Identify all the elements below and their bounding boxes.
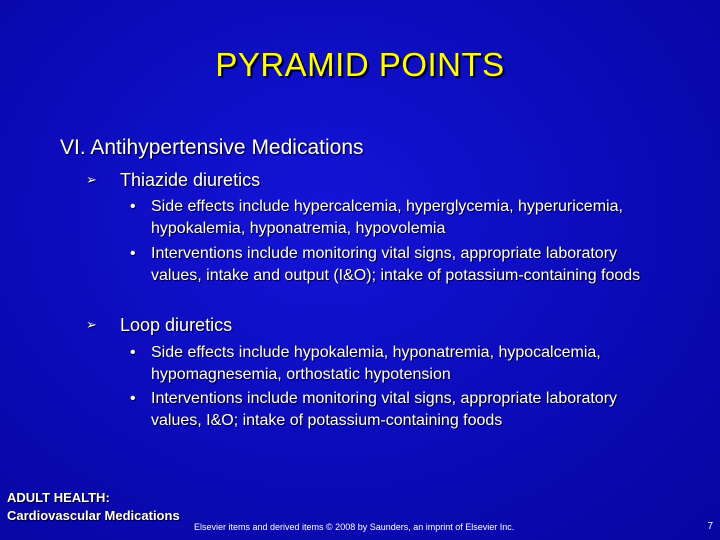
- list-item: [130, 342, 670, 386]
- list-item: [130, 388, 670, 432]
- page-number: 7: [707, 521, 713, 532]
- footer-category-line2: Cardiovascular Medications: [7, 508, 180, 523]
- section-item-thiazide: [86, 170, 260, 191]
- section-item-loop: [86, 315, 232, 336]
- slide-title: PYRAMID POINTS: [215, 46, 505, 83]
- section-heading: VI. Antihypertensive Medications: [60, 136, 364, 159]
- dot-bullet-icon: •: [130, 344, 136, 361]
- dot-bullet-icon: •: [130, 390, 136, 407]
- section-label: Thiazide diuretics: [120, 170, 261, 190]
- list-item: [130, 196, 670, 240]
- footer-category: [7, 489, 180, 525]
- copyright-text: Elsevier items and derived items © 2008 by Saunders, an imprint of Elsevier Inc.: [194, 522, 515, 532]
- arrow-bullet-icon: ➢: [86, 317, 97, 332]
- section-label: Loop diuretics: [120, 315, 233, 335]
- list-item: [130, 243, 670, 287]
- bullet-text: Side effects include hypokalemia, hyponatremia, hypocalcemia, hypomagnesemia, orthostatic hypotension: [151, 344, 601, 383]
- dot-bullet-icon: •: [130, 198, 136, 215]
- arrow-bullet-icon: ➢: [86, 172, 97, 187]
- footer-category-line1: ADULT HEALTH:: [7, 490, 110, 505]
- dot-bullet-icon: •: [130, 245, 136, 262]
- bullet-text: Interventions include monitoring vital signs, appropriate laboratory values, I&O; intake of potassium-containing foods: [151, 390, 618, 429]
- bullet-text: Interventions include monitoring vital signs, appropriate laboratory values, intake and output (I&O); intake of potassium-containing foods: [151, 245, 641, 284]
- bullet-text: Side effects include hypercalcemia, hyperglycemia, hyperuricemia, hypokalemia, hyponatremia, hypovolemia: [151, 198, 623, 237]
